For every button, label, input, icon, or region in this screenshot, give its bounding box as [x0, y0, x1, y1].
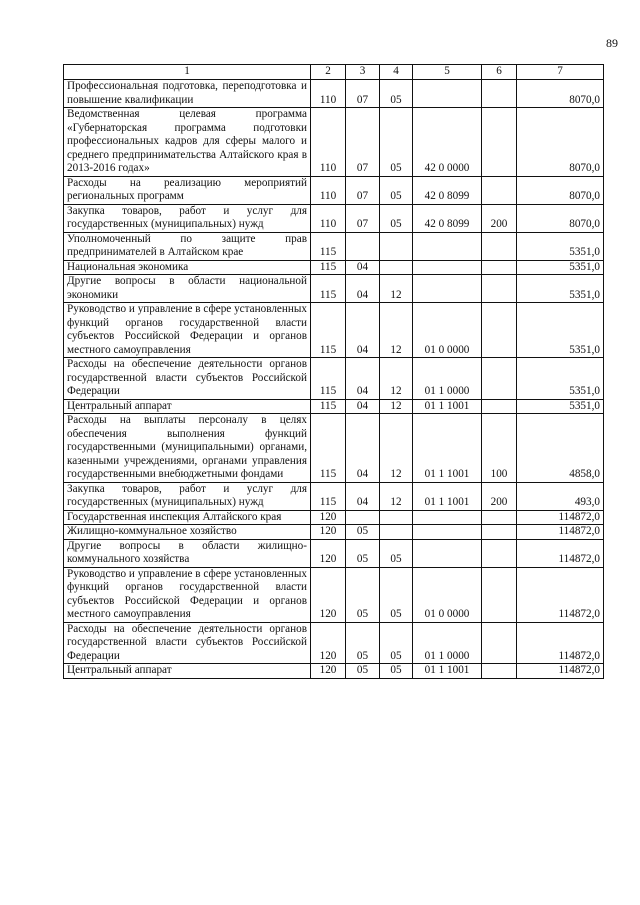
cell-subsection-code: 05 — [380, 176, 413, 204]
table-row — [64, 358, 604, 400]
cell-ministry-code: 115 — [311, 232, 346, 260]
cell-section-code: 04 — [346, 260, 380, 275]
cell-name: Другие вопросы в области национальной экономики — [64, 275, 311, 303]
header-col-4: 4 — [380, 65, 413, 80]
cell-ministry-code: 115 — [311, 275, 346, 303]
cell-subsection-code: 05 — [380, 567, 413, 622]
cell-subsection-code: 05 — [380, 80, 413, 108]
table-row — [64, 399, 604, 414]
cell-section-code: 04 — [346, 275, 380, 303]
table-row — [64, 622, 604, 664]
cell-target-article: 01 1 1001 — [413, 482, 482, 510]
table-row — [64, 260, 604, 275]
cell-target-article — [413, 80, 482, 108]
cell-ministry-code: 110 — [311, 204, 346, 232]
cell-expense-type — [482, 303, 517, 358]
cell-section-code — [346, 510, 380, 525]
cell-section-code — [346, 232, 380, 260]
cell-name: Закупка товаров, работ и услуг для государственных (муниципальных) нужд — [64, 204, 311, 232]
cell-subsection-code: 05 — [380, 204, 413, 232]
table-row — [64, 414, 604, 483]
header-col-1: 1 — [64, 65, 311, 80]
cell-name: Руководство и управление в сфере установленных функций органов государственной власти субъектов Российской Федерации и органов местного самоуправления — [64, 303, 311, 358]
cell-ministry-code: 115 — [311, 260, 346, 275]
cell-expense-type: 100 — [482, 414, 517, 483]
cell-section-code: 07 — [346, 204, 380, 232]
cell-subsection-code: 12 — [380, 275, 413, 303]
cell-subsection-code: 12 — [380, 358, 413, 400]
cell-amount: 8070,0 — [517, 176, 604, 204]
cell-expense-type — [482, 232, 517, 260]
cell-ministry-code: 120 — [311, 539, 346, 567]
cell-section-code: 04 — [346, 414, 380, 483]
cell-subsection-code — [380, 232, 413, 260]
table-header-row — [64, 65, 604, 80]
cell-expense-type — [482, 567, 517, 622]
cell-expense-type — [482, 260, 517, 275]
header-col-5: 5 — [413, 65, 482, 80]
cell-amount: 5351,0 — [517, 399, 604, 414]
cell-amount: 5351,0 — [517, 260, 604, 275]
cell-amount: 4858,0 — [517, 414, 604, 483]
table-row — [64, 204, 604, 232]
cell-target-article: 01 1 1001 — [413, 414, 482, 483]
cell-target-article: 42 0 0000 — [413, 108, 482, 177]
header-col-2: 2 — [311, 65, 346, 80]
cell-name: Профессиональная подготовка, переподготовка и повышение квалификации — [64, 80, 311, 108]
cell-expense-type — [482, 108, 517, 177]
cell-ministry-code: 115 — [311, 303, 346, 358]
cell-section-code: 05 — [346, 539, 380, 567]
cell-target-article — [413, 525, 482, 540]
cell-target-article: 01 1 1001 — [413, 664, 482, 679]
table-row — [64, 664, 604, 679]
cell-section-code: 05 — [346, 664, 380, 679]
cell-target-article: 42 0 8099 — [413, 176, 482, 204]
table-row — [64, 525, 604, 540]
cell-name: Расходы на обеспечение деятельности органов государственной власти субъектов Российской Федерации — [64, 622, 311, 664]
cell-section-code: 07 — [346, 176, 380, 204]
table-row — [64, 482, 604, 510]
cell-expense-type — [482, 510, 517, 525]
table-row — [64, 539, 604, 567]
cell-name: Руководство и управление в сфере установленных функций органов государственной власти субъектов Российской Федерации и органов местного самоуправления — [64, 567, 311, 622]
cell-amount: 493,0 — [517, 482, 604, 510]
table-row — [64, 176, 604, 204]
cell-target-article — [413, 510, 482, 525]
cell-name: Другие вопросы в области жилищно-коммунального хозяйства — [64, 539, 311, 567]
cell-expense-type — [482, 539, 517, 567]
budget-table — [63, 64, 604, 679]
cell-amount: 5351,0 — [517, 358, 604, 400]
cell-ministry-code: 110 — [311, 108, 346, 177]
cell-amount: 114872,0 — [517, 539, 604, 567]
cell-amount: 114872,0 — [517, 622, 604, 664]
cell-target-article: 42 0 8099 — [413, 204, 482, 232]
cell-section-code: 04 — [346, 399, 380, 414]
table-row — [64, 275, 604, 303]
table-row — [64, 232, 604, 260]
header-col-6: 6 — [482, 65, 517, 80]
cell-target-article — [413, 275, 482, 303]
cell-expense-type — [482, 622, 517, 664]
cell-expense-type — [482, 358, 517, 400]
cell-ministry-code: 110 — [311, 80, 346, 108]
cell-ministry-code: 115 — [311, 358, 346, 400]
cell-amount: 5351,0 — [517, 275, 604, 303]
cell-expense-type: 200 — [482, 204, 517, 232]
cell-subsection-code: 05 — [380, 622, 413, 664]
cell-amount: 5351,0 — [517, 232, 604, 260]
cell-target-article: 01 1 1001 — [413, 399, 482, 414]
cell-ministry-code: 120 — [311, 525, 346, 540]
cell-subsection-code — [380, 525, 413, 540]
cell-section-code: 07 — [346, 80, 380, 108]
cell-name: Ведомственная целевая программа «Губернаторская программа подготовки профессиональных кадров для сферы малого и среднего предпринимательства Алтайского края в 2013-2016 годах» — [64, 108, 311, 177]
cell-name: Государственная инспекция Алтайского края — [64, 510, 311, 525]
table-row — [64, 108, 604, 177]
cell-section-code: 05 — [346, 622, 380, 664]
cell-target-article: 01 1 0000 — [413, 622, 482, 664]
cell-amount: 5351,0 — [517, 303, 604, 358]
cell-section-code: 05 — [346, 567, 380, 622]
cell-name: Национальная экономика — [64, 260, 311, 275]
cell-amount: 8070,0 — [517, 80, 604, 108]
cell-target-article: 01 1 0000 — [413, 358, 482, 400]
cell-ministry-code: 120 — [311, 510, 346, 525]
table-row — [64, 510, 604, 525]
table-body — [64, 80, 604, 679]
cell-name: Расходы на выплаты персоналу в целях обеспечения выполнения функций государственными (муниципальными) органами, казенными учреждениями, органами управления государственными внебюджетными фондами — [64, 414, 311, 483]
cell-amount: 114872,0 — [517, 525, 604, 540]
header-col-3: 3 — [346, 65, 380, 80]
cell-expense-type — [482, 525, 517, 540]
cell-ministry-code: 120 — [311, 567, 346, 622]
cell-subsection-code: 12 — [380, 482, 413, 510]
cell-ministry-code: 115 — [311, 414, 346, 483]
cell-subsection-code: 12 — [380, 399, 413, 414]
cell-expense-type: 200 — [482, 482, 517, 510]
cell-name: Закупка товаров, работ и услуг для государственных (муниципальных) нужд — [64, 482, 311, 510]
cell-ministry-code: 110 — [311, 176, 346, 204]
cell-subsection-code — [380, 510, 413, 525]
header-col-7: 7 — [517, 65, 604, 80]
cell-section-code: 04 — [346, 303, 380, 358]
cell-amount: 114872,0 — [517, 567, 604, 622]
cell-ministry-code: 120 — [311, 664, 346, 679]
cell-subsection-code — [380, 260, 413, 275]
cell-ministry-code: 120 — [311, 622, 346, 664]
cell-target-article — [413, 232, 482, 260]
cell-target-article — [413, 260, 482, 275]
cell-target-article: 01 0 0000 — [413, 303, 482, 358]
cell-name: Расходы на реализацию мероприятий региональных программ — [64, 176, 311, 204]
cell-subsection-code: 05 — [380, 664, 413, 679]
table-row — [64, 303, 604, 358]
cell-section-code: 04 — [346, 358, 380, 400]
cell-target-article — [413, 539, 482, 567]
cell-section-code: 05 — [346, 525, 380, 540]
cell-amount: 114872,0 — [517, 510, 604, 525]
cell-name: Жилищно-коммунальное хозяйство — [64, 525, 311, 540]
cell-expense-type — [482, 80, 517, 108]
cell-section-code: 07 — [346, 108, 380, 177]
cell-amount: 8070,0 — [517, 108, 604, 177]
cell-name: Расходы на обеспечение деятельности органов государственной власти субъектов Российской Федерации — [64, 358, 311, 400]
cell-name: Центральный аппарат — [64, 664, 311, 679]
cell-name: Уполномоченный по защите прав предпринимателей в Алтайском крае — [64, 232, 311, 260]
cell-subsection-code: 05 — [380, 539, 413, 567]
cell-expense-type — [482, 275, 517, 303]
cell-subsection-code: 12 — [380, 303, 413, 358]
cell-section-code: 04 — [346, 482, 380, 510]
cell-target-article: 01 0 0000 — [413, 567, 482, 622]
table-row — [64, 567, 604, 622]
cell-expense-type — [482, 176, 517, 204]
cell-amount: 8070,0 — [517, 204, 604, 232]
cell-ministry-code: 115 — [311, 482, 346, 510]
cell-ministry-code: 115 — [311, 399, 346, 414]
page-number: 89 — [606, 36, 618, 50]
table-row — [64, 80, 604, 108]
cell-subsection-code: 05 — [380, 108, 413, 177]
cell-expense-type — [482, 399, 517, 414]
cell-amount: 114872,0 — [517, 664, 604, 679]
cell-expense-type — [482, 664, 517, 679]
cell-subsection-code: 12 — [380, 414, 413, 483]
cell-name: Центральный аппарат — [64, 399, 311, 414]
